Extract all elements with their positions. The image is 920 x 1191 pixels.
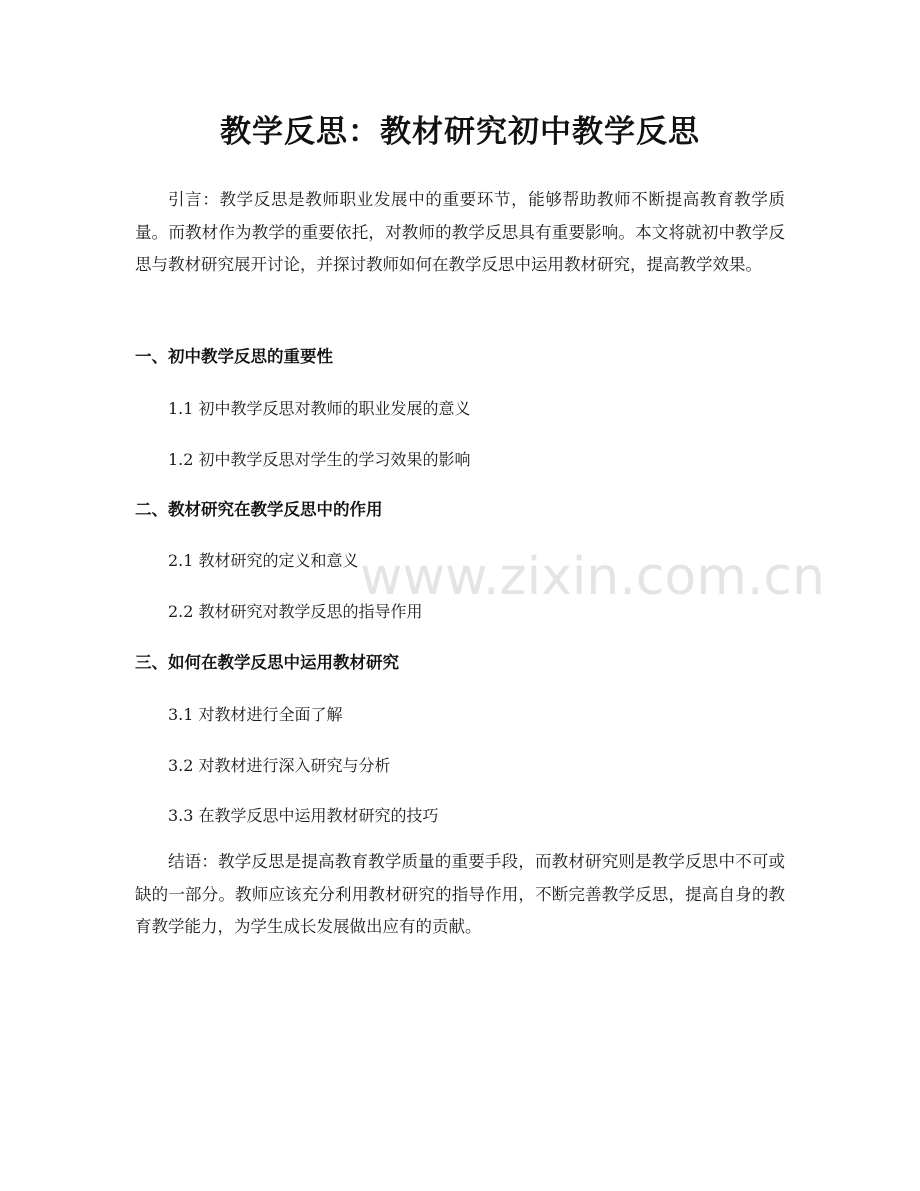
conclusion-paragraph: 结语：教学反思是提高教育教学质量的重要手段，而教材研究则是教学反思中不可或缺的一部分。教师应该充分利用教材研究的指导作用，不断完善教学反思，提高自身的教育教学能力，为学生成长发展做出应有的贡献。: [135, 852, 785, 936]
section-1-item-2: 1.2 初中教学反思对学生的学习效果的影响: [168, 450, 471, 469]
section-3-heading: 三、如何在教学反思中运用教材研究: [135, 653, 399, 672]
section-2-item-1: 2.1 教材研究的定义和意义: [168, 551, 359, 570]
section-1-item-1: 1.1 初中教学反思对教师的职业发展的意义: [168, 399, 471, 418]
section-1-heading: 一、初中教学反思的重要性: [135, 347, 333, 366]
section-3-item-2: 3.2 对教材进行深入研究与分析: [168, 756, 391, 775]
section-3-item-1: 3.1 对教材进行全面了解: [168, 705, 343, 724]
document-title: 教学反思：教材研究初中教学反思: [220, 114, 700, 150]
section-2-heading: 二、教材研究在教学反思中的作用: [135, 500, 383, 519]
intro-paragraph: 引言：教学反思是教师职业发展中的重要环节，能够帮助教师不断提高教育教学质量。而教材作为教学的重要依托，对教师的教学反思具有重要影响。本文将就初中教学反思与教材研究展开讨论，并探讨教师如何在教学反思中运用教材研究，提高教学效果。: [135, 190, 785, 274]
section-2-item-2: 2.2 教材研究对教学反思的指导作用: [168, 602, 423, 621]
watermark: www.zixin.com.cn: [360, 547, 825, 607]
section-3-item-3: 3.3 在教学反思中运用教材研究的技巧: [168, 806, 439, 825]
